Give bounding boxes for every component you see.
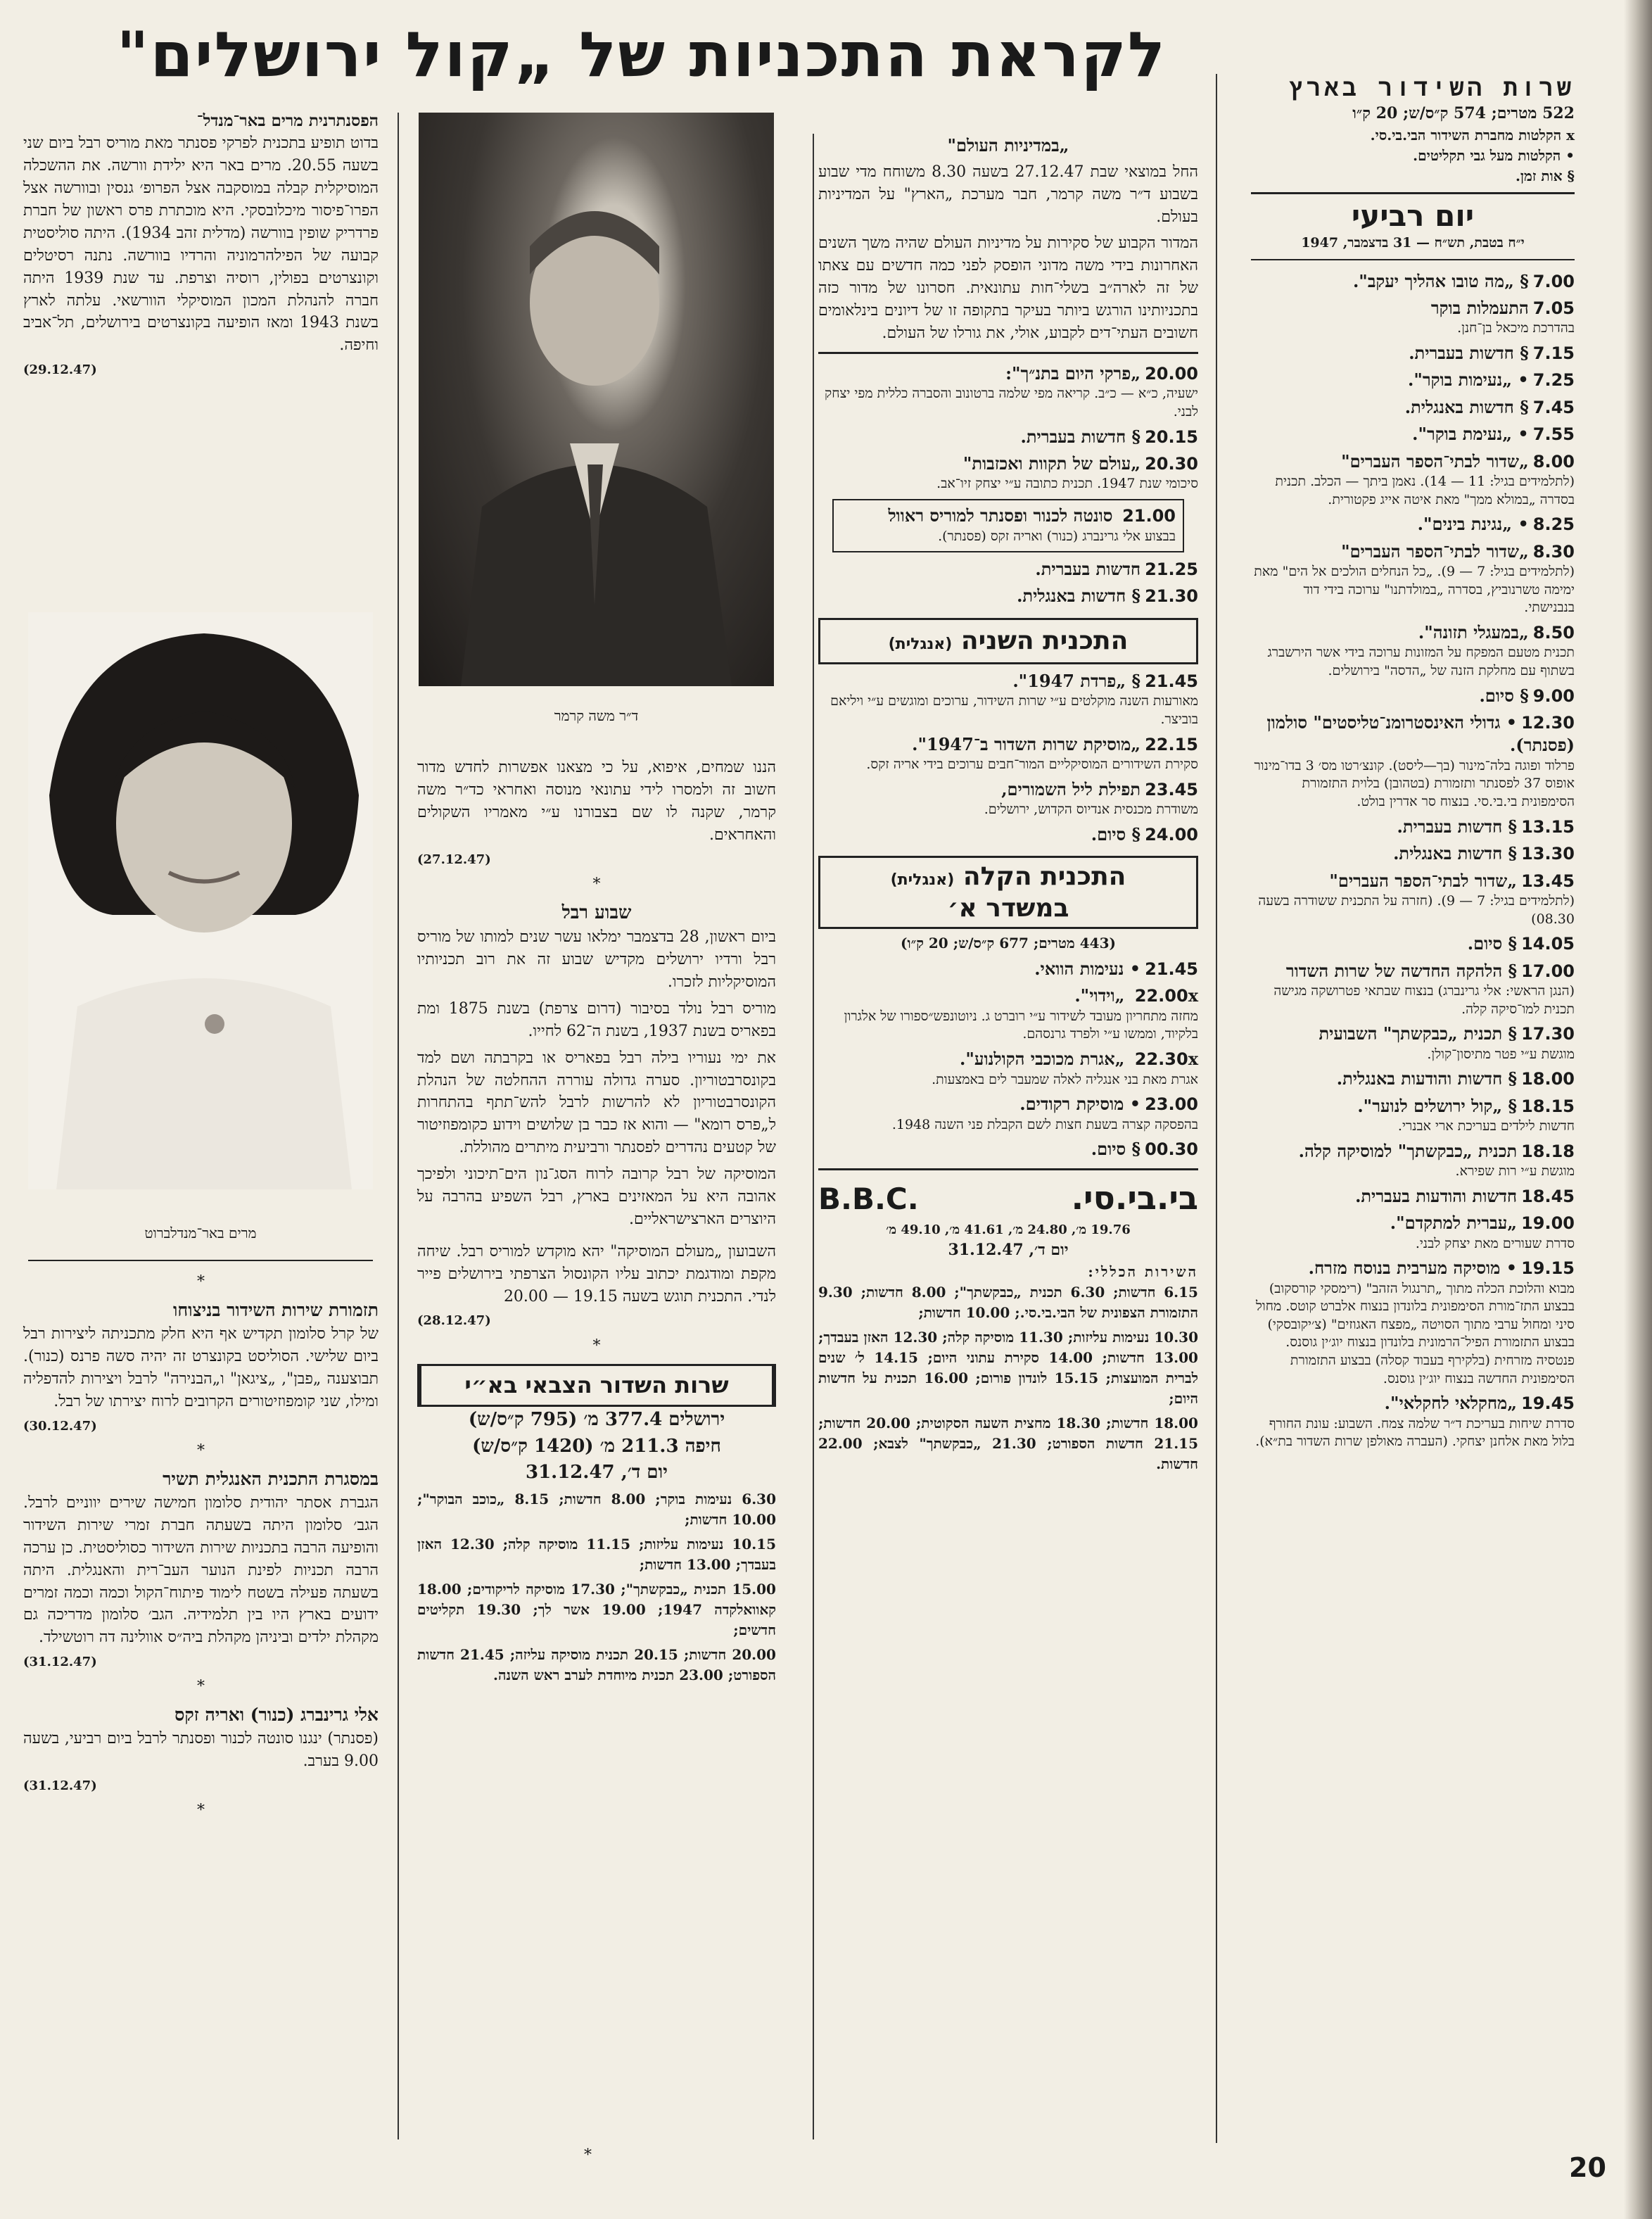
divider (818, 352, 1198, 354)
ravel-paragraph: ביום ראשון, 28 בדצמבר ימלאו עשר שנים למותו של מוריס רבל ורדיו ירושלים מקדיש שבוע זה את רוב תכניותיו המוסיקליות לזכרו. (417, 928, 776, 992)
program-time: 8.00 (1532, 451, 1575, 472)
program-title: § תכנית „כבקשתך" השבועית (1319, 1023, 1518, 1044)
program-time: 7.25 (1532, 370, 1575, 391)
bbc-header (818, 1175, 1198, 1222)
program-time: 18.18 (1521, 1141, 1575, 1161)
program-time: 7.05 (1532, 298, 1575, 319)
program-note: סקירת השידורים המוסיקליים המור־חבים ערוכים בידי אריה זקס. (866, 756, 1198, 772)
kramer-date: (27.12.47) (417, 852, 491, 867)
notes-column (23, 1267, 379, 1826)
bbc-title: בי.בי.סי. (1071, 1178, 1198, 1217)
program-title: § „מה טובו אהליך יעקב". (1352, 270, 1529, 291)
kramer-closing: הננו שמחים, איפוא, על כי מצאנו אפשרות לחדש מדור חשוב זה ולמסרו לידי עתונאי מנוסה ואחראי כד״ר משה קרמר, שקנה לו שם בצבורנו ע״י מאמריו השקולים והאחראים. (417, 759, 776, 844)
program-time: 8.50 (1532, 622, 1575, 643)
program-note: (לתלמידים בגיל: 11 — 14). נאמן ביתך — הכלב. תכנית בסדרה „במולא ממך" מאת איטה אייג פקטורית. (1275, 474, 1575, 507)
schedule-column (1251, 74, 1575, 1455)
schedule-item (1251, 1068, 1575, 1090)
headline: לקראת התכניות של „קול ירושלים" (116, 18, 1167, 91)
schedule-item (818, 362, 1198, 422)
program-title: תכנית „כבקשתך" למוסיקה קלה. (1298, 1140, 1518, 1161)
bbc-schedule: 18.00 חדשות; 18.30 מחצית השעה הסקוטית; 20.00 חדשות; 21.15 חדשות הספורט; 21.30 „כבקשתך" לצבא; 22.00 חדשות. (818, 1415, 1198, 1473)
program-time: 13.45 (1521, 871, 1575, 891)
program-title: § חדשות והודעות באנגלית. (1336, 1068, 1518, 1089)
program-time: 12.30 (1521, 713, 1575, 733)
schedule-item (1251, 1185, 1575, 1208)
army-frequency-haifa: חיפה 211.3 מ׳ (1420 ק״ס/ש) (472, 1435, 721, 1457)
program-title: • „נגינת בינים". (1417, 514, 1529, 535)
photo-miriam-beer (28, 612, 373, 1189)
program-time: 14.05 (1521, 934, 1575, 954)
schedule-item (1251, 685, 1575, 707)
schedule-item (1251, 270, 1575, 293)
sonata-time: 21.00 (1122, 506, 1176, 526)
program-title: § סיום. (1091, 823, 1141, 845)
schedule-item (818, 670, 1198, 729)
program-note: משודרת מכנסית אנדיוס הקדוש, ירושלים. (984, 802, 1198, 818)
schedule-item (818, 733, 1198, 774)
bbc-frequency: 19.76 מ׳, 24.80 מ׳, 41.61 מ׳, 49.10 מ׳ (886, 1222, 1131, 1238)
legend-recording: x הקלטות מחברת השידור הבי.בי.סי. (1370, 126, 1575, 144)
schedule-item (1251, 540, 1575, 617)
day-title: יום רביעי (1351, 198, 1475, 233)
schedule-item (1251, 423, 1575, 445)
page-number: 20 (1569, 2152, 1606, 2183)
program-time: 18.00 (1521, 1069, 1575, 1089)
pianist-column (23, 109, 379, 379)
program-note: מאורעות השנה מוקלטים ע״י שרות השידור, ערוכים ומוגשים ע״י ויליאם בוביצר. (830, 693, 1198, 727)
schedule-item (818, 585, 1198, 607)
schedule-item (1251, 1023, 1575, 1063)
schedule-item (818, 558, 1198, 581)
program-time: 8.30 (1532, 541, 1575, 562)
schedule-item (1251, 1212, 1575, 1253)
station-frequency: 522 מטרים; 574 ק״ס/ש; 20 ק״ו (1352, 103, 1575, 122)
program-time: 19.45 (1521, 1393, 1575, 1414)
column-rule (398, 113, 399, 2139)
program-title: „שדור לבתי־הספר העברים" (1341, 450, 1529, 472)
program-title: § חדשות באנגלית. (1017, 586, 1141, 607)
program-title: § „פרדת 1947". (1012, 670, 1141, 691)
light-program-frequency: (443 מטרים; 677 ק״ס/ש; 20 ק״ו) (901, 935, 1116, 952)
second-program-list (818, 670, 1198, 846)
program-time: 17.00 (1521, 961, 1575, 981)
program-time: 13.15 (1521, 816, 1575, 837)
program-title: חדשות בעברית. (1035, 558, 1141, 579)
bbc-latin-title: B.B.C. (818, 1181, 919, 1216)
day-date: י״ח בטבת, תש״ח — 31 בדצמבר, 1947 (1301, 235, 1525, 251)
ravel-paragraph: המוסיקה של רבל קרובה לרוח הסג־נון הים־תיכוני ולפיכך אהובה היא על המאזינים בארץ, רבל השפיע בהרבה על היוצרים הארצישראליים. (417, 1165, 776, 1228)
program-time: 17.30 (1521, 1024, 1575, 1044)
program-title: § חדשות באנגלית. (1404, 396, 1529, 417)
photo-caption-miriam: מרים באר־מנדלברוט (144, 1225, 257, 1241)
program-title: „עברית למתקדם". (1390, 1213, 1518, 1234)
program-time: 21.45 (1145, 671, 1198, 691)
program-note: מוגשת ע״י פטר מתיסון־קולן. (1427, 1046, 1575, 1062)
second-program-header (818, 618, 1198, 664)
program-note: סיכומי שנת 1947. תכנית כתובה ע״י יצחק זיו־אב. (936, 476, 1198, 492)
light-program-header (818, 856, 1198, 929)
program-title: x „אגרת מכוכבי הקולנוע". (960, 1049, 1198, 1070)
schedule-item (1251, 712, 1575, 811)
sonata-title: סונטה לכנור ופסנתר למוריס ראוול (888, 505, 1113, 526)
ravel-paragraph: מוריס רבל נולד בסיבור (דרום צרפת) בשנת 1875 ומת בפאריס בשנת 1937, בשנת ה־62 לחייו. (417, 999, 776, 1040)
schedule-item (1251, 1140, 1575, 1181)
schedule-item (818, 453, 1198, 493)
program-time: 20.15 (1145, 426, 1198, 447)
schedule-item (1251, 621, 1575, 681)
program-title: § חדשות בעברית. (1020, 426, 1141, 447)
politics-column (818, 134, 1198, 1479)
schedule-item (818, 823, 1198, 846)
program-note: בהפסקה קצרה בשעת חצות לשם הקבלת פני השנה 1948. (891, 1116, 1198, 1132)
divider (1251, 192, 1575, 194)
program-note: פרלוד ופוגה בלה־מינור (בך—ליסט). קונצ׳רטו מס׳ 3 בדו־מינור אופוס 37 לפסנתר ותזמורת (בטהובן) בלוית התזמורת הסימפונית בי.בי.סי. בנצוח סר אדרין בולט. (1254, 757, 1575, 810)
schedule-item (818, 426, 1198, 448)
light-program-sub: (אנגלית) (890, 871, 955, 890)
schedule-item (818, 1138, 1198, 1161)
politics-title: „במדיניות העולם" (947, 135, 1069, 156)
program-note: בהדרכת מיכאל בן־חנן. (1457, 320, 1575, 336)
legend-time-signal: § אות זמן. (1515, 167, 1575, 184)
program-time: 7.15 (1532, 343, 1575, 364)
program-time: 20.30 (1145, 453, 1198, 474)
late-news-list (818, 558, 1198, 608)
program-time: 7.00 (1532, 271, 1575, 291)
program-time: 19.00 (1521, 1213, 1575, 1234)
pianist-date: (29.12.47) (23, 362, 97, 378)
light-program-title: התכנית הקלה (962, 862, 1126, 892)
program-title: § חדשות בעברית. (1397, 816, 1518, 837)
second-program-title: התכנית השניה (960, 626, 1129, 655)
program-note: (הנגן הראשי: אלי גרינברג) בנצוח שבתאי פטרושקה מגישה תכנית למו־סיקה קלה. (1273, 982, 1575, 1017)
program-note: ישעיה, כ״א — כ״ב. קריאה מפי שלמה ברטונוב והסברה כללית מפי יצחק לבני. (825, 386, 1198, 419)
schedule-item (1251, 870, 1575, 929)
program-note: חדשות לילדים בעריכת ארי אבנרי. (1397, 1118, 1575, 1134)
sonata-box (832, 499, 1184, 552)
program-title: „במעגלי תזונה". (1418, 621, 1529, 643)
program-title: • מוסיקה מערבית בנוסח מזרח. (1308, 1258, 1518, 1279)
program-time: 21.25 (1145, 559, 1198, 579)
evening-list (818, 362, 1198, 493)
program-time: 7.55 (1532, 424, 1575, 445)
separator-star: * (197, 1678, 205, 1696)
schedule-item (1251, 297, 1575, 338)
program-note: מוגשת ע״י רות שפירא. (1455, 1163, 1575, 1180)
photo-moshe-kramer (419, 113, 774, 686)
english-program-title: במסגרת התכנית האנגלית תשיר (163, 1468, 379, 1489)
schedule-item (1251, 1257, 1575, 1388)
schedule-item (818, 778, 1198, 819)
bbc-date: יום ד׳, 31.12.47 (948, 1241, 1069, 1260)
program-title: § הלהקה החדשה של שרות השדור (1285, 960, 1518, 981)
program-time: 22.00 (1134, 986, 1188, 1006)
program-note: סדרת שיחות בעריכת ד״ר שלמה צמח. השבוע: עונת החורף בלול מאת אלחנן יצחקי. (העברה מאולפן שרות השדור בת״א). (1255, 1415, 1575, 1450)
program-note: סדרת שעורים מאת יצחק לבני. (1415, 1235, 1575, 1251)
program-time: 13.30 (1521, 844, 1575, 864)
program-time: 00.30 (1145, 1139, 1198, 1160)
program-time: 21.30 (1145, 586, 1198, 607)
program-title: § „קול ירושלים לנוער". (1357, 1095, 1518, 1116)
schedule-item (1251, 513, 1575, 536)
program-note: תכנית מטעם המפקח על המזונות ערוכה בידי אשר הירשברג בשתוף עם מחלקת הזנה של „הדסה" בירושלים. (1267, 645, 1575, 679)
bbc-subhead: השירות הכללי: (1088, 1263, 1198, 1281)
program-title: • גדולי האינסטרומנ־טליסטים" סולמון (פסנתר). (1266, 712, 1575, 756)
schedule-list (1251, 270, 1575, 1451)
program-time: 9.00 (1532, 685, 1575, 706)
separator-star: * (197, 1273, 205, 1291)
end-star: * (584, 2147, 592, 2164)
music-world-paragraph: השבועון „מעולם המוסיקה" יהא מוקדש למוריס רבל. שיחה מקפת ומודגמת יכתוב עליו הקונסול הצרפתי בירושלים פייר לנדי. התכנית תוגש בשעה 19.15 — 20.00 (417, 1242, 776, 1306)
legend-records: • הקלטות מעל גבי תקליטים. (1413, 146, 1575, 164)
program-title: „פרקי היום בתנ״ך": (1005, 362, 1141, 384)
program-title: „עולם של תקוות ואכזבות" (962, 453, 1141, 474)
program-title: • נעימות הוואי. (1034, 959, 1141, 980)
eli-grinberg-title: אלי גרינברג (כנור) ואריה זקס (174, 1705, 379, 1726)
program-time: 7.45 (1532, 397, 1575, 417)
photo-caption-kramer: ד״ר משה קרמר (554, 707, 639, 724)
army-date: יום ד׳, 31.12.47 (525, 1462, 668, 1484)
ravel-title: שבוע רבל (561, 902, 632, 923)
army-schedule: 6.30 נעימות בוקר; 8.00 חדשות; 8.15 „כוכב הבוקר"; 10.00 חדשות; (417, 1490, 776, 1528)
portrait-man (419, 113, 774, 686)
column-rule (1216, 74, 1217, 2143)
schedule-item (1251, 450, 1575, 510)
bbc-schedule: 10.30 נעימות עליזות; 11.30 מוסיקה קלה; 12.30 האזן בעבדך; 13.00 חדשות; 14.00 סקירת עתוני היום; 14.15 ל׳ שנים לברית המועצות; 15.15 לונדון פורום; 16.00 תכנית על חדשות היום; (818, 1329, 1199, 1408)
program-note: מבוא והלוכת הכלה מתוך „תרנגול הזהב" (רימסקי קורסקוב) בבצוע התז־מורת הסימפונית בלונדון בנצוח אלברט קוטס. מחול סיני ומחול ערבי מתוך הסויטה „מפצח האגוזים" (צ׳יקובסקי) בבצוע התזמורת הפיל־הרמונית בלונדון בנצוח יוג׳ין גוסנס. פנטסיה מזרחית (בלקירף בעבוד קסלה) בבצוע התזמורת הסימפונית החדשה בנצוח יוג׳ין גוסנס. (1255, 1280, 1575, 1386)
program-time: 21.45 (1145, 959, 1198, 980)
program-title: • „נעימת בוקר". (1412, 424, 1529, 445)
program-time: 18.45 (1521, 1186, 1575, 1206)
separator-star: * (197, 1802, 205, 1820)
program-time: 24.00 (1145, 824, 1198, 845)
program-time: 20.00 (1145, 363, 1198, 384)
program-title: § סיום. (1479, 685, 1529, 706)
orchestra-paragraph: של קרל סלומון תקדיש אף היא חלק מתכניתה ליצירות רבל ביום שלישי. הסוליסט בקונצרט זה יהיה סשה פרנס (כנור). תבוצענה „פבן", „ציגאן" ו„הבנירה" לרבל ויצירות להדפליה ומילו, שני קומפוזיטורים הקרובים לרוח יצירתו של רבל. (23, 1325, 379, 1410)
program-note: אגרת מאת בני אנגליה לאלה שמעבר לים באמצעות. (932, 1071, 1198, 1087)
schedule-item (1251, 342, 1575, 365)
bbc-schedule: 6.15 חדשות; 6.30 תכנית „כבקשתך"; 8.00 חדשות; 9.30 התזמורת הצפונית של הבי.בי.סי.; 10.00 חדשות; (818, 1284, 1198, 1322)
program-title: • מוסיקת רקודים. (1019, 1094, 1141, 1115)
program-title: § סיום. (1467, 933, 1518, 954)
program-note: מחזה מתחריון מעובד לשידור ע״י רוברט ג. ניוטונפש״ספורו של אלגרון בלקיוד, וממשו ע״י ולפרד גרנסהם. (844, 1008, 1198, 1042)
program-title: חדשות והודעות בעברית. (1355, 1185, 1518, 1206)
army-station-header (417, 1364, 776, 1406)
schedule-item (1251, 1392, 1575, 1451)
schedule-item (818, 985, 1198, 1044)
program-title: • „נעימות בוקר". (1408, 369, 1529, 391)
column-rule (813, 134, 814, 2139)
separator-star: * (592, 1336, 601, 1355)
program-title: „מוסיקת שרות השדור ב־1947". (912, 733, 1141, 754)
schedule-item (1251, 933, 1575, 955)
program-time: 22.30 (1134, 1049, 1188, 1070)
orchestra-title: תזמורת שירות השידור בניצוחו (172, 1299, 379, 1320)
program-title: תפילת ליל השמורים, (1001, 778, 1141, 799)
english-program-date: (31.12.47) (23, 1655, 97, 1670)
program-time: 22.15 (1145, 734, 1198, 754)
program-title: התעמלות בוקר (1430, 298, 1529, 319)
eli-grinberg-date: (31.12.47) (23, 1778, 97, 1794)
army-schedule: 15.00 תכנית „כבקשתך"; 17.30 מוסיקה לריקודים; 18.00 קאוואלקדה 1947; 19.00 אשר לך; 19.30 תקליטים חדשים; (417, 1580, 776, 1638)
schedule-item (818, 958, 1198, 980)
second-program-sub: (אנגלית) (888, 635, 953, 653)
light-program-list (818, 958, 1198, 1161)
politics-paragraph: המדור הקבוע של סקירות על מדיניות העולם שהיה משך השנים האחרונות בידי משה מדוני הופסק לפני כמה חדשים עם צאתו של זה לארה״ב בשלי־חות עתונאית. חסרונו של מדור כזה בתכניותינו הורגש ביותר בעיקר בתקופה זו של דיונים בינלאומים חשובים העתי־דים לקבוע, אולי, את גורלו של העולם. (818, 234, 1198, 343)
program-time: 23.00 (1145, 1094, 1198, 1115)
separator-star: * (592, 875, 601, 893)
separator-star: * (197, 1441, 205, 1460)
eli-grinberg-paragraph: (פסנתר) ינגנו סונטה לכנור ופסנתר לרבל ביום רביעי, בשעה 9.00 בערב. (23, 1730, 379, 1771)
politics-paragraph: החל במוצאי שבת 27.12.47 בשעה 8.30 משוחח מדי שבוע בשבוע ד״ר משה קרמר, חבר מערכת „הארץ" על המדיניות בעולם. (818, 163, 1198, 226)
divider (1251, 259, 1575, 260)
light-program-title-2: במשדר א׳ (947, 894, 1069, 923)
schedule-item (1251, 396, 1575, 419)
divider (28, 1260, 373, 1261)
schedule-item (1251, 960, 1575, 1019)
program-note: (לתלמידים בגיל: 7 — 9). (חזרה על התכנית ששודרה בשעה 08.30) (1258, 892, 1575, 927)
schedule-item (1251, 369, 1575, 391)
program-time: 23.45 (1145, 779, 1198, 799)
schedule-item (1251, 1095, 1575, 1136)
program-title: „מחקלאי לחקלאי". (1384, 1393, 1518, 1414)
army-schedule: 20.00 חדשות; 20.15 תכנית מוסיקה עליזה; 21.45 חדשות הספורט; 23.00 תכנית מיוחדת לערב ראש השנה. (417, 1645, 776, 1683)
divider (818, 1168, 1198, 1170)
program-note: (לתלמידים בגיל: 7 — 9). „כל הנחלים הולכים אל הים" מאת ימימה טשרנוביץ, בסדרה „במולדתנו" ערוכה בידי דוד בנבנישתי. (1254, 564, 1575, 616)
program-title: § סיום. (1091, 1139, 1141, 1160)
portrait-woman (28, 612, 373, 1189)
program-title: x „וידוי". (1074, 985, 1198, 1006)
pianist-title: הפסנתרנית מרים באר־מנדל־ (196, 111, 379, 130)
program-title: § חדשות באנגלית. (1393, 843, 1518, 864)
pianist-paragraph: בדוט תופיע בתכנית לפרקי פסנתר מאת מוריס רבל ביום שני בשעה 20.55. מרים באר היא ילידת וורשה. את ההשכלה המוסיקלית קבלה במוסקבה אצל הפרופ׳ גנסין ובוורשה אצל הפרו־פיסור מיכלובסקי. היא מוכתרת פרס ראשון של חברת פרדריק שופין בוורשה (מדלית זהב 1934). היתה סוליסטית קבועה של הפילהרמוניה והרדיו בוורשה. נתנה רסיטלים וקונצרטים בפולין, רוסיה וצרפת. עד שנת 1939 היתה חברה להנהלת המכון המוסיקלי הוורשאי. עלתה לארץ בשנת 1943 ומאז הופיעה בקונצרטים בירושלים, תל־אביב וחיפה. (23, 134, 379, 355)
ravel-column (417, 757, 776, 1690)
schedule-item (1251, 816, 1575, 838)
schedule-item (818, 1093, 1198, 1134)
program-time: 18.15 (1521, 1096, 1575, 1116)
program-time: 19.15 (1521, 1258, 1575, 1279)
english-program-paragraph: הגברת אסתר יהודית סלומון חמישה שירים יווניים לרבל. הגב׳ סלומון היתה בשעתה חברת זמרי שירות השידור והופיעה הרבה בתכניות שירות השידור כסוליסטית. כן ערכה הרבה תכניות לפינת הנוער העב־רית והאנגלית. היתה בשעתה פעילה בשטח לימוד פיתוח־הקול וכמה וכמה זמרים ידועים בארץ היו בין תלמידיה. הגב׳ סלומון מדריכה גם מקהלת ילדים וביניהן מקהלת ביה״ס אוולינה דה רוטשילד. (23, 1493, 379, 1647)
schedule-item (818, 1048, 1198, 1089)
program-title: § חדשות בעברית. (1409, 343, 1529, 364)
program-time: 8.25 (1532, 514, 1575, 535)
army-station-title: שרות השדור הצבאי בא״י (464, 1372, 729, 1399)
program-title: „שדור לבתי־הספר העברים" (1341, 540, 1529, 562)
orchestra-date: (30.12.47) (23, 1418, 97, 1434)
schedule-item (1251, 842, 1575, 865)
ravel-paragraph: את ימי נעוריו בילה רבל בפאריס או בקרבתה ושם למד בקונסרבטוריון. סערה גדולה עוררה ההחלטה של הנהלת הקונסרבטוריון לא להרשות לרבל להש־תתף בהתחרות ל„פרס רומא" — והוא אז כבר בן שלושים וידוע כקומפוזיטור של קטעים נהדרים לפסנתר ורביעית מיתרים מהוללת. (417, 1049, 776, 1157)
sonata-note: בבצוע אלי גרינברג (כנור) ואריה זקס (פסנתר). (938, 529, 1176, 545)
army-frequency-jerusalem: ירושלים 377.4 מ׳ (795 ק״ס/ש) (468, 1408, 725, 1430)
program-title: „שדור לבתי־הספר העברים" (1329, 870, 1518, 891)
army-schedule: 10.15 נעימות עליזות; 11.15 מוסיקה קלה; 12.30 האזן בעבדך; 13.00 חדשות; (417, 1535, 777, 1573)
station-title: שרות השידור בארץ (1288, 74, 1575, 102)
music-world-date: (28.12.47) (417, 1313, 491, 1329)
